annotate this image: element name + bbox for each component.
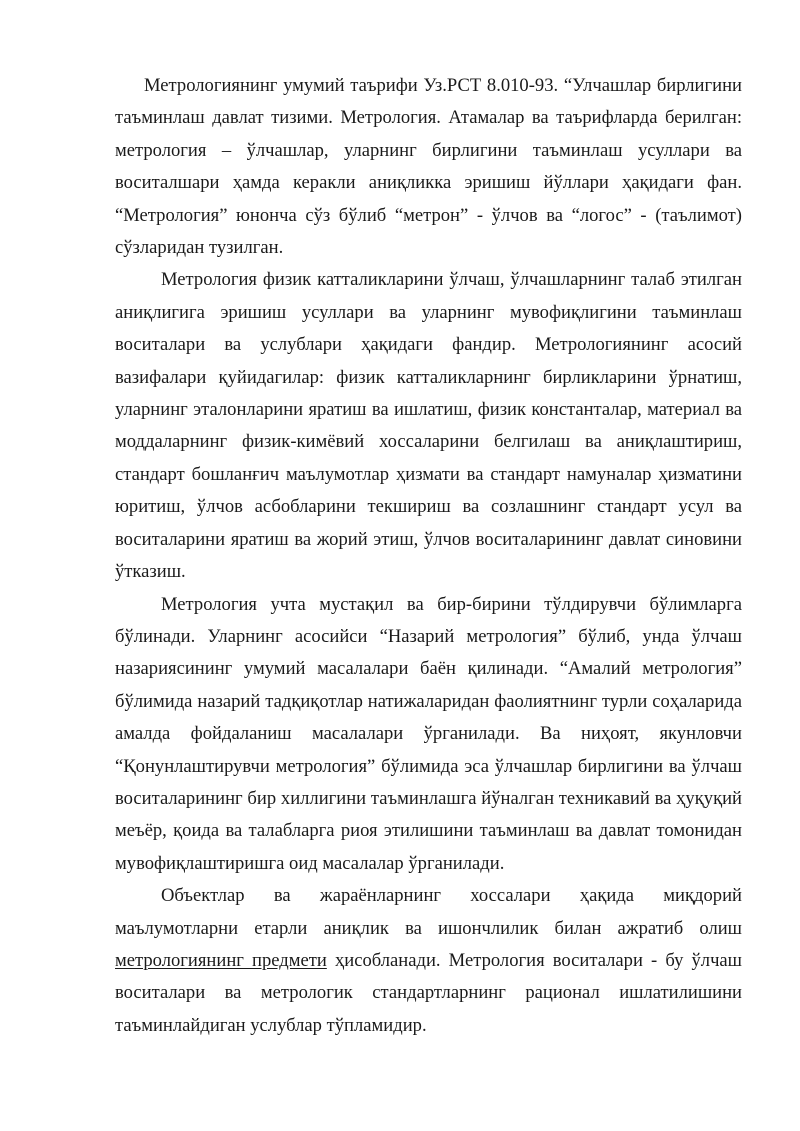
underlined-term: метрологиянинг предмети: [115, 949, 327, 971]
paragraph-tasks: Метрология физик катталикларини ўлчаш, ўлчашларнинг талаб этилган аниқлигига эришиш усуллари ва уларнинг мувофиқлигини таъминлаш воситалари ва услублари ҳақидаги фандир. Метрологиянинг асосий вазифалари қуйидагилар: физик катталикларнинг бирликларини ўрнатиш, уларнинг эталонларини яратиш ва ишлатиш, физик константалар, материал ва моддаларнинг физик-кимёвий хоссаларини белгилаш ва аниқлаштириш, стандарт бошланғич маълумотлар ҳизмати ва стандарт намуналар ҳизматини юритиш, ўлчов асбобларини текшириш ва созлашнинг стандарт усул ва воситаларини яратиш ва жорий этиш, ўлчов воситаларининг давлат синовини ўтказиш.: [115, 269, 742, 583]
paragraph-subject-end: ҳисобланади. Метрология воситалари - бу ўлчаш воситалари ва метрологик стандартларнинг рационал ишлатилишини таъминлайдиган услублар тўпламидир.: [115, 949, 742, 1036]
paragraph-subject: [115, 880, 742, 1042]
document-page: [115, 70, 742, 1042]
paragraph-subject-start: Объектлар ва жараёнларнинг хоссалари ҳақида миқдорий маълумотларни етарли аниқлик ва ишончлилик билан ажратиб олиш: [115, 885, 742, 939]
paragraph-sections: Метрология учта мустақил ва бир-бирини тўлдирувчи бўлимларга бўлинади. Уларнинг асосийси “Назарий метрология” бўлиб, унда ўлчаш назариясининг умумий масалалари баён қилинади. “Амалий метрология” бўлимида назарий тадқиқотлар натижаларидан фаолиятнинг турли соҳаларида амалда фойдаланиш масалалари ўрганилади. Ва ниҳоят, якунловчи “Қонунлаштирувчи метрология” бўлимида эса ўлчашлар бирлигини ва ўлчаш воситаларининг бир хиллигини таъминлашга йўналган техникавий ва ҳуқуқий меъёр, қоида ва талабларга риоя этилишини таъминлаш ва давлат томонидан мувофиқлаштиришга оид масалалар ўрганилади.: [115, 593, 742, 874]
paragraph-definition: Метрологиянинг умумий таърифи Уз.РСТ 8.010-93. “Улчашлар бирлигини таъминлаш давлат тизими. Метрология. Атамалар ва таърифларда берилган: метрология – ўлчашлар, уларнинг бирлигини таъминлаш усуллари ва воситалшари ҳамда керакли аниқликка эришиш йўллари ҳақидаги фан. “Метрология” юнонча сўз бўлиб “метрон” - ўлчов ва “логос” - (таълимот) сўзларидан тузилган.: [115, 75, 742, 259]
